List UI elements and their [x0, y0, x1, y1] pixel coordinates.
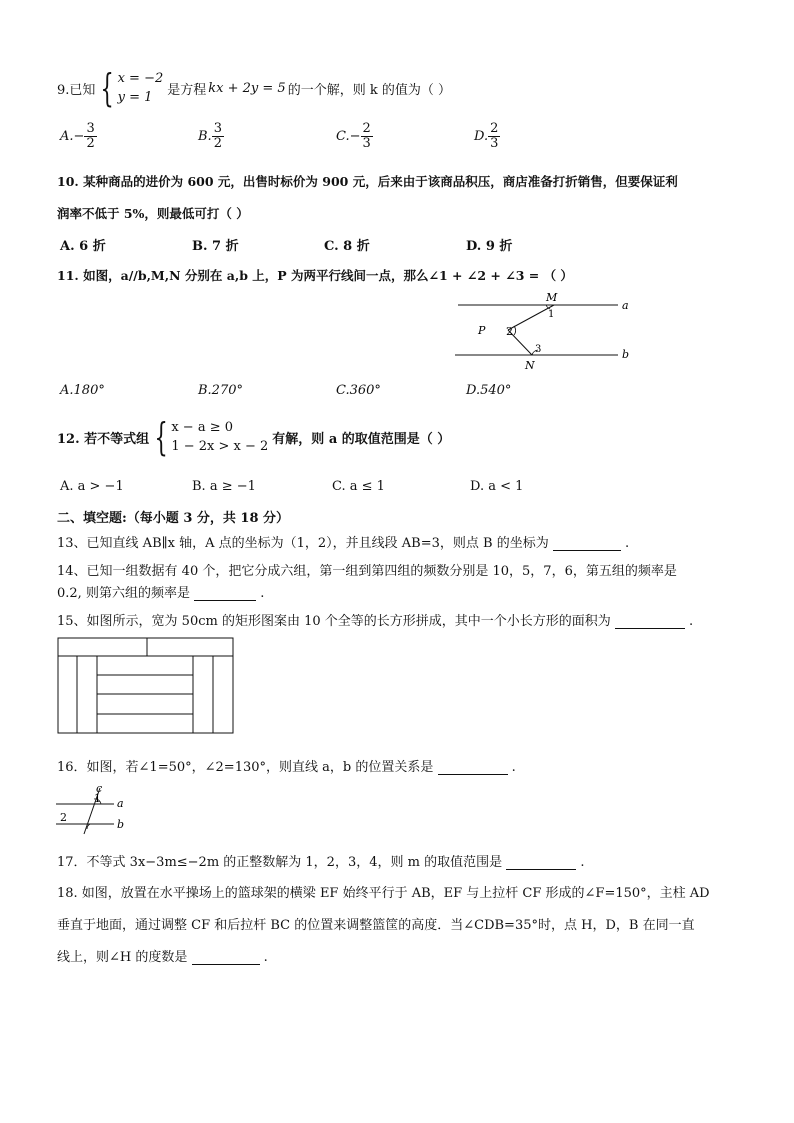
q14-line1: 14、已知一组数据有 40 个，把它分成六组，第一组到第四组的频数分别是 10，5，7，6，第五组的频率是 — [57, 564, 677, 579]
q12-option-b: B. a ≥ −1 — [192, 479, 256, 494]
q16-label-b: b — [117, 818, 125, 831]
q12-option-c: C. a ≤ 1 — [332, 479, 385, 494]
q9-eq1: x = −2 — [117, 70, 164, 86]
q12-ineq2: 1 − 2x > x − 2 — [171, 439, 269, 454]
q11-option-b: B.270° — [198, 383, 243, 398]
q16-label-1: 1 — [94, 792, 101, 805]
q16: 16．如图，若∠1=50°，∠2=130°，则直线 a，b 的位置关系是 . — [57, 760, 516, 775]
q9-system — [95, 66, 164, 110]
q10-option-c: C. 8 折 — [324, 239, 370, 254]
q18-line3: 线上，则∠H 的度数是 . — [57, 950, 268, 965]
q11-figure — [450, 290, 640, 372]
q10-line2: 润率不低于 5%，则最低可打（ ） — [57, 206, 249, 221]
q13: 13、已知直线 AB∥x 轴，A 点的坐标为（1，2），并且线段 AB=3，则点 B 的坐标为 . — [57, 536, 630, 551]
q9 — [57, 66, 451, 110]
q11-option-c: C.360° — [336, 383, 381, 398]
q18-line2: 垂直于地面，通过调整 CF 和后拉杆 BC 的位置来调整篮筐的高度．当∠CDB=35°时，点 H，D，B 在同一直 — [57, 918, 695, 933]
q12-option-a: A. a > −1 — [60, 479, 124, 494]
q9-brace: { — [100, 66, 115, 110]
q9-prefix: 9.已知 — [57, 82, 96, 98]
q11-text: 11. 如图，a//b,M,N 分别在 a,b 上，P 为两平行线间一点，那么∠1 + ∠2 + ∠3 = （ ） — [57, 268, 573, 283]
q12 — [57, 415, 450, 459]
q16-label-a: a — [117, 797, 124, 810]
q9-option-b: B. $\frac{3}{2}$ — [198, 121, 222, 151]
q16-answer-blank[interactable] — [438, 760, 508, 775]
q15-figure — [57, 637, 235, 735]
q11-option-d: D.540° — [466, 383, 512, 398]
q11-label-n: N — [525, 359, 535, 372]
q17-answer-blank[interactable] — [506, 855, 576, 870]
q14-answer-blank[interactable] — [194, 586, 256, 601]
q11-label-b: b — [622, 348, 630, 361]
q11-label-1: 1 — [548, 309, 555, 320]
q9-option-c: C. − $\frac{2}{3}$ — [336, 121, 371, 151]
q10-option-b: B. 7 折 — [192, 239, 239, 254]
q9-eq2: y = 1 — [117, 90, 153, 105]
q9-suffix: 的一个解，则 k 的值为（ ） — [287, 82, 451, 98]
q12-option-d: D. a < 1 — [470, 479, 524, 494]
q11-label-p: P — [478, 324, 486, 337]
q11-label-a: a — [622, 299, 629, 312]
q14-line2: 0.2, 则第六组的频率是 . — [57, 586, 265, 601]
q13-text: 13、已知直线 AB∥x 轴，A 点的坐标为（1，2），并且线段 AB=3，则点 B 的坐标为 — [57, 536, 549, 551]
q9-equation: kx + 2y = 5 — [208, 80, 286, 96]
q12-brace: { — [154, 415, 168, 459]
q11-label-3: 3 — [535, 344, 542, 355]
q13-answer-blank[interactable] — [553, 536, 621, 551]
q12-system — [149, 415, 269, 459]
q9-option-d: D. $\frac{2}{3}$ — [474, 121, 499, 151]
section2-title: 二、填空题:（每小题 3 分，共 18 分） — [57, 511, 290, 526]
q9-middle: 是方程 — [167, 82, 207, 98]
q11-option-a: A.180° — [60, 383, 105, 398]
q15: 15、如图所示，宽为 50cm 的矩形图案由 10 个全等的长方形拼成，其中一个小长方形的面积为 . — [57, 614, 694, 629]
q18-line1: 18. 如图，放置在水平操场上的篮球架的横梁 EF 始终平行于 AB，EF 与上拉杆 CF 形成的∠F=150°，主柱 AD — [57, 886, 710, 901]
q16-label-2: 2 — [60, 811, 67, 824]
q12-ineq1: x − a ≥ 0 — [171, 419, 234, 435]
q11-label-m: M — [546, 291, 558, 304]
q11-arc-2 — [514, 326, 516, 335]
q16-figure — [54, 780, 134, 836]
q17: 17．不等式 3x−3m≤−2m 的正整数解为 1，2，3，4，则 m 的取值范围是 . — [57, 855, 585, 870]
q10-option-a: A. 6 折 — [60, 239, 106, 254]
q18-answer-blank[interactable] — [192, 950, 260, 965]
q10-line1: 10. 某种商品的进价为 600 元，出售时标价为 900 元，后来由于该商品积压，商店准备打折销售，但要保证利 — [57, 174, 678, 189]
q11-label-2: 2 — [506, 325, 513, 338]
q16-label-c: c — [96, 782, 103, 795]
q15-answer-blank[interactable] — [615, 614, 685, 629]
q12-suffix: 有解，则 a 的取值范围是（ ） — [272, 431, 451, 447]
q15-outer-rect — [58, 638, 233, 733]
q12-prefix: 12. 若不等式组 — [57, 431, 150, 447]
q10-option-d: D. 9 折 — [466, 239, 513, 254]
q9-option-a: A. − $\frac{3}{2}$ — [60, 121, 95, 151]
